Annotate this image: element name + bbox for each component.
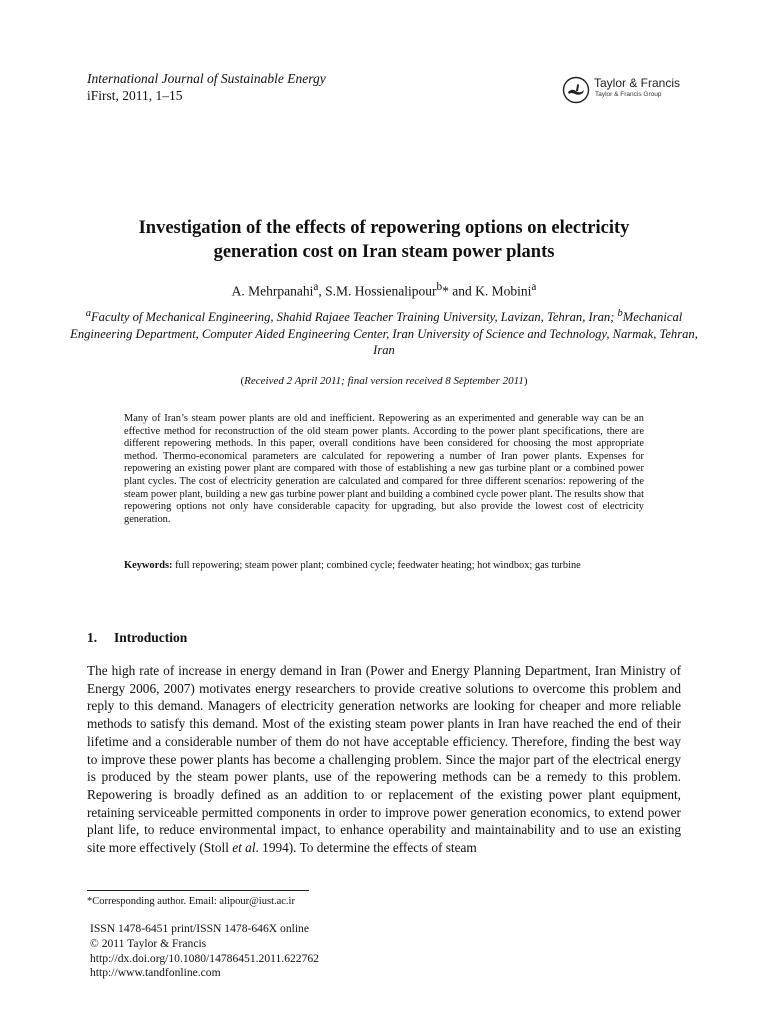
author-name: S.M. Hossienalipour	[325, 283, 437, 299]
article-title	[60, 216, 708, 264]
affiliation-b: Mechanical Engineering Department, Computer Aided Engineering Center, Iran University of Science and Technology, Narmak, Tehran, Iran	[70, 310, 698, 358]
keywords-label: Keywords:	[124, 560, 173, 571]
affiliation-mark: b	[617, 308, 623, 319]
body-text-italic: et al	[232, 840, 256, 856]
received-text: Received 2 April 2011; final version received 8 September 2011	[244, 375, 524, 387]
section-heading	[87, 630, 187, 646]
journal-name: International Journal of Sustainable Energy	[87, 71, 326, 86]
doi-link[interactable]: http://dx.doi.org/10.1080/14786451.2011.622762	[90, 951, 319, 965]
publication-info	[90, 922, 319, 981]
keywords-text: full repowering; steam power plant; combined cycle; feedwater heating; hot windbox; gas turbine	[175, 560, 581, 571]
publisher-name: Taylor & Francis	[594, 76, 681, 90]
journal-issue: iFirst, 2011, 1–15	[87, 88, 183, 103]
body-text: . 1994). To determine the effects of steam	[255, 840, 477, 856]
author-name: K. Mobini	[475, 283, 532, 299]
journal-header	[87, 70, 326, 104]
section-number: 1.	[87, 630, 98, 645]
received-dates: (Received 2 April 2011; final version received 8 September 2011)	[240, 375, 528, 387]
title-line-1: Investigation of the effects of repowering options on electricity	[138, 218, 630, 238]
body-paragraph	[87, 662, 681, 857]
author-name: A. Mehrpanahi	[231, 283, 314, 299]
publisher-url[interactable]: http://www.tandfonline.com	[90, 966, 221, 980]
author-list	[60, 281, 708, 300]
corresponding-author-footnote: *Corresponding author. Email: alipour@iust.ac.ir	[87, 896, 295, 907]
body-text: The high rate of increase in energy demand in Iran (Power and Energy Planning Department, Iran Ministry of Energy 2006, 2007) motivates energy researchers to provide creative solutions to overcome this problem and reply to this demand. Managers of electricity generation networks are looking for cheaper and more reliable methods to satisfy this demand. Most of the existing steam power plants in Iran have reached the end of their lifetime and a considerable number of them do not have acceptable efficiency. Therefore, finding the best way to improve these power plants has become a challenging problem. Since the major part of the electrical energy is produced by the steam power plants, use of the repowering methods can be a remedy to this problem. Repowering is broadly defined as an addition to or replacement of the existing power plant equipment, retaining serviceable permitted components in order to improve power generation economics, to extend power plant life, to reduce environmental impact, to enhance operability and maintainability and to use an existing site more effectively (Stoll	[87, 663, 681, 856]
affiliation-a: Faculty of Mechanical Engineering, Shahid Rajaee Teacher Training University, Lavizan, Tehran, Iran;	[90, 310, 615, 325]
affiliation-mark: a	[85, 308, 91, 319]
publisher-block	[562, 76, 692, 106]
keywords	[124, 560, 644, 573]
affiliations	[70, 306, 698, 359]
author-affiliation-mark: a	[531, 281, 537, 293]
title-line-2: generation cost on Iran steam power plants	[213, 242, 555, 262]
issn: ISSN 1478-6451 print/ISSN 1478-646X online	[90, 922, 309, 935]
author-affiliation-mark: a	[313, 281, 319, 293]
publisher-group: Taylor & Francis Group	[595, 91, 662, 98]
publisher-logo-icon	[562, 76, 590, 104]
abstract: Many of Iran’s steam power plants are old and inefficient. Repowering as an experimented and generable way can be an effective method for reconstruction of the old steam power plants. According to the power plant specifications, there are different repowering methods. In this paper, overall conditions have been considered for choosing the most appropriate method. Thermo-economical parameters are calculated for repowering a number of Iran power plants. Expenses for repowering an existing power plant are compared with those of establishing a new gas turbine plant or a combined power plant cycles. The cost of electricity generation are calculated and compared for three different scenarios: repowering of the steam power plant, building a new gas turbine power plant and building a combined cycle power plant. The results show that repowering options not only have considerable capacity for upgrading, but also provide the lowest cost of electricity generation.	[124, 413, 644, 525]
copyright: © 2011 Taylor & Francis	[90, 936, 207, 950]
footnote-rule	[87, 890, 309, 891]
corresponding-mark: *	[442, 283, 449, 299]
author-separator: and	[448, 283, 476, 299]
author-separator: ,	[318, 283, 326, 299]
author-affiliation-mark: b	[436, 281, 443, 293]
section-title: Introduction	[114, 630, 188, 645]
